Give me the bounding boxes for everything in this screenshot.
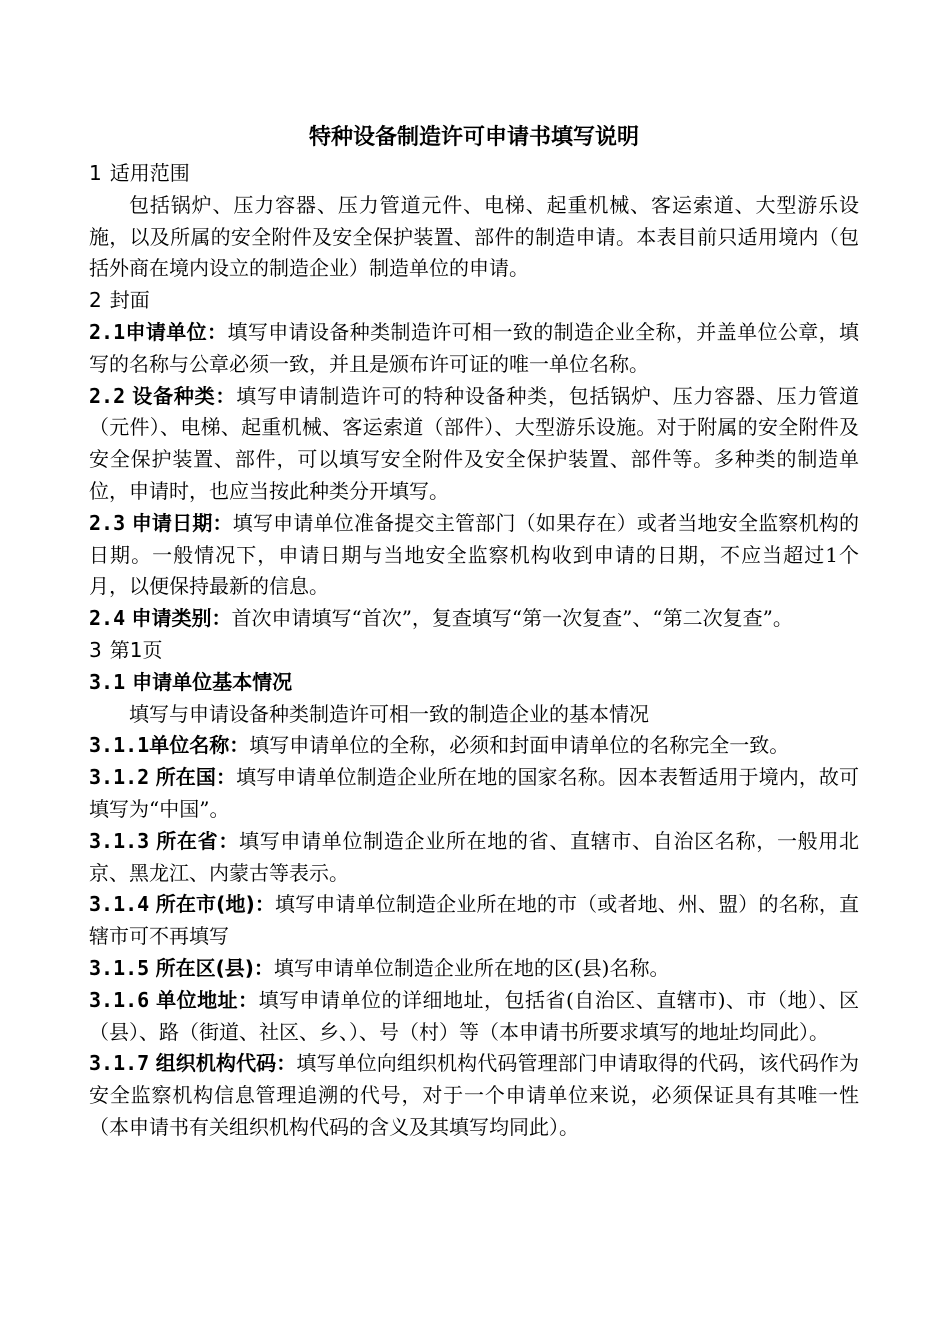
item-term: 单位地址： xyxy=(156,987,259,1012)
subsection-3-1-body: 填写与申请设备种类制造许可相一致的制造企业的基本情况 xyxy=(129,701,649,726)
document-page xyxy=(89,118,859,1144)
item-term: 组织机构代码： xyxy=(155,1051,297,1076)
item-3-1-2 xyxy=(89,762,859,826)
section-1-heading xyxy=(89,158,859,190)
item-number: 3.1.2 xyxy=(89,765,150,790)
subsection-number: 3.1 xyxy=(89,669,126,694)
item-number: 3.1.6 xyxy=(89,987,150,1012)
item-text: 填写申请单位的详细地址，包括省(自治区、直辖市)、市（地）、区（县）、路（街道、社区、乡、）、号（村）等（本申请书所要求填写的地址均同此）。 xyxy=(89,987,860,1044)
item-text: 填写申请单位准备提交主管部门（如果存在）或者当地安全监察机构的日期。一般情况下，申请日期与当地安全监察机构收到申请的日期，不应当超过1个月，以便保持最新的信息。 xyxy=(89,510,860,599)
item-2-4 xyxy=(89,603,859,635)
section-number: 1 xyxy=(89,161,102,185)
item-3-1-1 xyxy=(89,730,859,762)
item-term: 申请类别： xyxy=(131,606,232,631)
item-number: 3.1.5 xyxy=(89,955,150,980)
document-title: 特种设备制造许可申请书填写说明 xyxy=(308,125,639,150)
section-title: 封面 xyxy=(109,288,150,313)
section-title: 适用范围 xyxy=(109,161,190,185)
item-term: 所在国： xyxy=(155,765,237,790)
item-number: 3.1.1 xyxy=(89,733,150,758)
subsection-title: 申请单位基本情况 xyxy=(132,669,293,694)
item-3-1-4 xyxy=(89,889,859,953)
item-number: 2.4 xyxy=(89,606,126,631)
item-text: 填写申请单位制造企业所在地的国家名称。因本表暂适用于境内，故可填写为“中国”。 xyxy=(89,765,860,821)
item-number: 2.2 xyxy=(89,383,126,408)
item-number: 2.3 xyxy=(89,510,126,535)
item-2-1 xyxy=(89,317,859,381)
section-1-body: 包括锅炉、压力容器、压力管道元件、电梯、起重机械、客运索道、大型游乐设施，以及所属的安全附件及安全保护装置、部件的制造申请。本表目前只适用境内（包括外商在境内设立的制造企业）制造单位的申请。 xyxy=(89,192,859,281)
item-number: 3.1.7 xyxy=(89,1051,150,1076)
item-term: 申请日期： xyxy=(131,510,233,535)
section-3-heading xyxy=(89,635,859,667)
item-number: 3.1.4 xyxy=(89,892,150,917)
section-number: 2 xyxy=(89,288,102,313)
section-number: 3 xyxy=(89,637,102,662)
item-text: 填写申请单位制造企业所在地的市（或者地、州、盟）的名称，直辖市可不再填写 xyxy=(89,892,860,949)
item-number: 2.1 xyxy=(89,319,126,344)
section-2-heading xyxy=(89,285,859,317)
item-term: 单位名称： xyxy=(149,733,250,758)
item-term: 申请单位： xyxy=(125,319,228,344)
item-2-3 xyxy=(89,508,859,603)
item-text: 填写申请单位的全称，必须和封面申请单位的名称完全一致。 xyxy=(249,733,790,758)
item-text: 填写单位向组织机构代码管理部门申请取得的代码，该代码作为安全监察机构信息管理追溯的代号，对于一个申请单位来说，必须保证具有其唯一性（本申请书有关组织机构代码的含义及其填写均同此）。 xyxy=(89,1051,860,1139)
item-term: 设备种类： xyxy=(132,383,237,408)
item-text: 首次申请填写“首次”，复查填写“第一次复查”、“第二次复查”。 xyxy=(231,606,793,631)
item-3-1-7 xyxy=(89,1048,859,1143)
item-term: 所在市(地)： xyxy=(155,892,276,917)
item-text: 填写申请制造许可的特种设备种类，包括锅炉、压力容器、压力管道（元件）、电梯、起重机械、客运索道（部件）、大型游乐设施。对于附属的安全附件及安全保护装置、部件，可以填写安全附件及安全保护装置、部件等。多种类的制造单位，申请时，也应当按此种类分开填写。 xyxy=(89,383,860,503)
subsection-3-1-heading xyxy=(89,667,859,699)
item-term: 所在省： xyxy=(156,828,240,853)
item-text: 填写申请单位制造企业所在地的区(县)名称。 xyxy=(273,955,670,980)
item-term: 所在区(县)： xyxy=(155,955,274,980)
item-number: 3.1.3 xyxy=(89,828,150,853)
item-3-1-3 xyxy=(89,826,859,890)
item-text: 填写申请设备种类制造许可相一致的制造企业全称，并盖单位公章，填写的名称与公章必须一致，并且是颁布许可证的唯一单位名称。 xyxy=(89,319,859,376)
item-text: 填写申请单位制造企业所在地的省、直辖市、自治区名称，一般用北京、黑龙江、内蒙古等表示。 xyxy=(89,828,860,885)
item-3-1-6 xyxy=(89,985,859,1049)
section-title: 第1页 xyxy=(109,637,163,662)
item-3-1-5 xyxy=(89,953,859,985)
item-2-2 xyxy=(89,381,859,508)
